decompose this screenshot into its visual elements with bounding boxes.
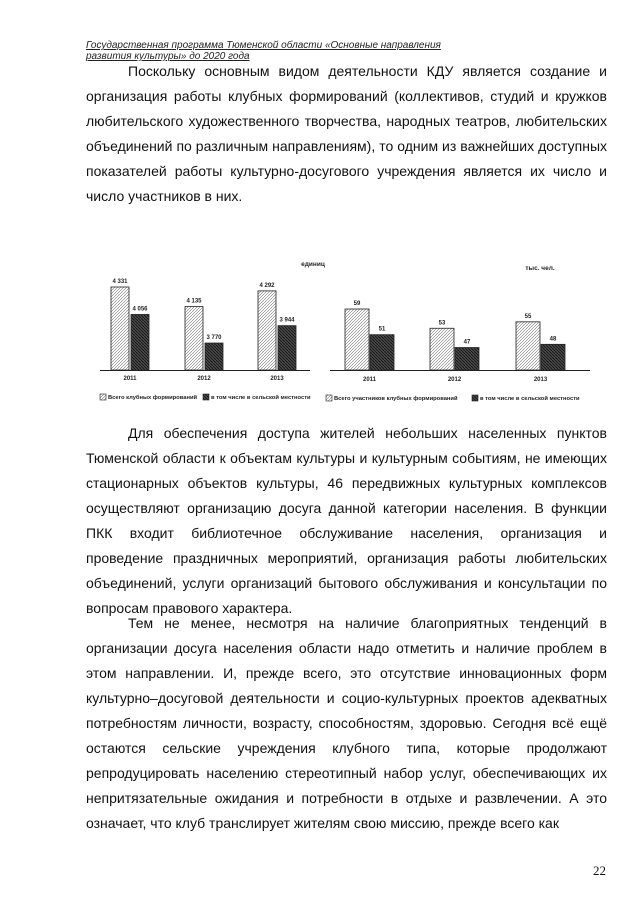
chart-2-data-label: 59	[353, 301, 361, 307]
chart-2-legend-swatch	[326, 395, 332, 401]
chart-1-data-label: 3 770	[206, 335, 222, 342]
chart-1-data-label: 4 331	[112, 279, 128, 285]
chart-2-data-label: 47	[463, 339, 471, 346]
header-line-2: развития культуры» до 2020 года	[86, 51, 250, 62]
chart-1-category-label: 2013	[270, 376, 284, 382]
header-line-1: Государственная программа Тюменской области «Основные направления	[86, 40, 441, 51]
chart-2-data-label: 48	[549, 336, 557, 343]
chart-2-category-label: 2013	[533, 377, 548, 383]
chart-1-legend-label: Всего клубных формирований	[108, 395, 198, 401]
chart-1-bar	[205, 343, 223, 370]
chart-2-legend-label: в том числе в сельской местности	[480, 396, 580, 402]
chart-1-bar	[258, 291, 276, 370]
paragraph-2	[86, 421, 607, 621]
chart-2-bar	[345, 309, 369, 370]
chart-2-category-label: 2012	[447, 377, 462, 383]
chart-1-unit-label: единиц	[301, 261, 325, 268]
chart-2-bar	[541, 344, 565, 370]
chart-2-legend-swatch	[472, 395, 478, 401]
chart-2-data-label: 51	[378, 326, 386, 333]
paragraph-2-text: Для обеспечения доступа жителей небольших населенных пунктов Тюменской области к объектам культуры и культурным событиям, не имеющих стационарных объектов культуры, 46 передвижных культурных комплексов осуществляют организацию досуга данной категории населения. В функции ПКК входит библиотечное обслуживание населения, организация и проведение праздничных мероприятий, организация работы любительских объединений, услуги организаций бытового обслуживания и консультации по вопросам правового характера.	[86, 425, 607, 616]
chart-2-bar	[430, 328, 454, 370]
chart-2-data-label: 55	[524, 313, 532, 320]
chart-1-bar	[185, 307, 203, 370]
chart-2-unit-label: тыс. чел.	[525, 265, 555, 272]
chart-2-bar	[455, 348, 479, 370]
page-number: 22	[593, 863, 606, 878]
chart-2-bar	[516, 322, 540, 370]
chart-1-data-label: 3 944	[279, 317, 295, 324]
paragraph-3	[86, 611, 607, 836]
chart-1-legend-swatch	[203, 394, 209, 400]
paragraph-1-text: Поскольку основным видом деятельности КДУ является создание и организация работы клубных формирований (коллективов, студий и кружков любительского художественного творчества, народных театров, любительских объединений по различным направлениям), то одним из важнейших доступных показателей работы культурно-досугового учреждения является их число и число участников в них.	[86, 63, 607, 204]
chart-1-category-label: 2011	[123, 376, 137, 382]
chart-1-data-label: 4 292	[259, 282, 275, 289]
chart-2-bar	[370, 335, 394, 370]
chart-2-category-label: 2011	[362, 377, 377, 383]
chart-1-data-label: 4 135	[186, 298, 202, 305]
paragraph-1	[86, 59, 607, 209]
chart-2-data-label: 53	[438, 320, 446, 327]
chart-2-legend-label: Всего участников клубных формирований	[334, 396, 458, 402]
chart-1-category-label: 2012	[197, 376, 211, 382]
chart-1-data-label: 4 056	[132, 306, 148, 313]
chart-1-bar	[111, 287, 129, 370]
chart-1-bar	[278, 326, 296, 370]
chart-1-legend-label: в том числе в сельской местности	[211, 395, 311, 401]
paragraph-3-text: Тем не менее, несмотря на наличие благоприятных тенденций в организации досуга населения области надо отметить и наличие проблем в этом направлении. И, прежде всего, это отсутствие инновационных форм культурно–досуговой деятельности и социо-культурных проектов адекватных потребностям личности, возрасту, способностям, здоровью. Сегодня всё ещё остаются сельские учреждения клубного типа, которые продолжают репродуцировать населению стереотипный набор услуг, обеспечивающих их непритязательные ожидания и потребности в отдыхе и развлечении. А это означает, что клуб транслирует жителям свою миссию, прежде всего как	[86, 615, 607, 831]
chart-1-bar	[131, 314, 149, 370]
chart-1-legend-swatch	[100, 394, 106, 400]
